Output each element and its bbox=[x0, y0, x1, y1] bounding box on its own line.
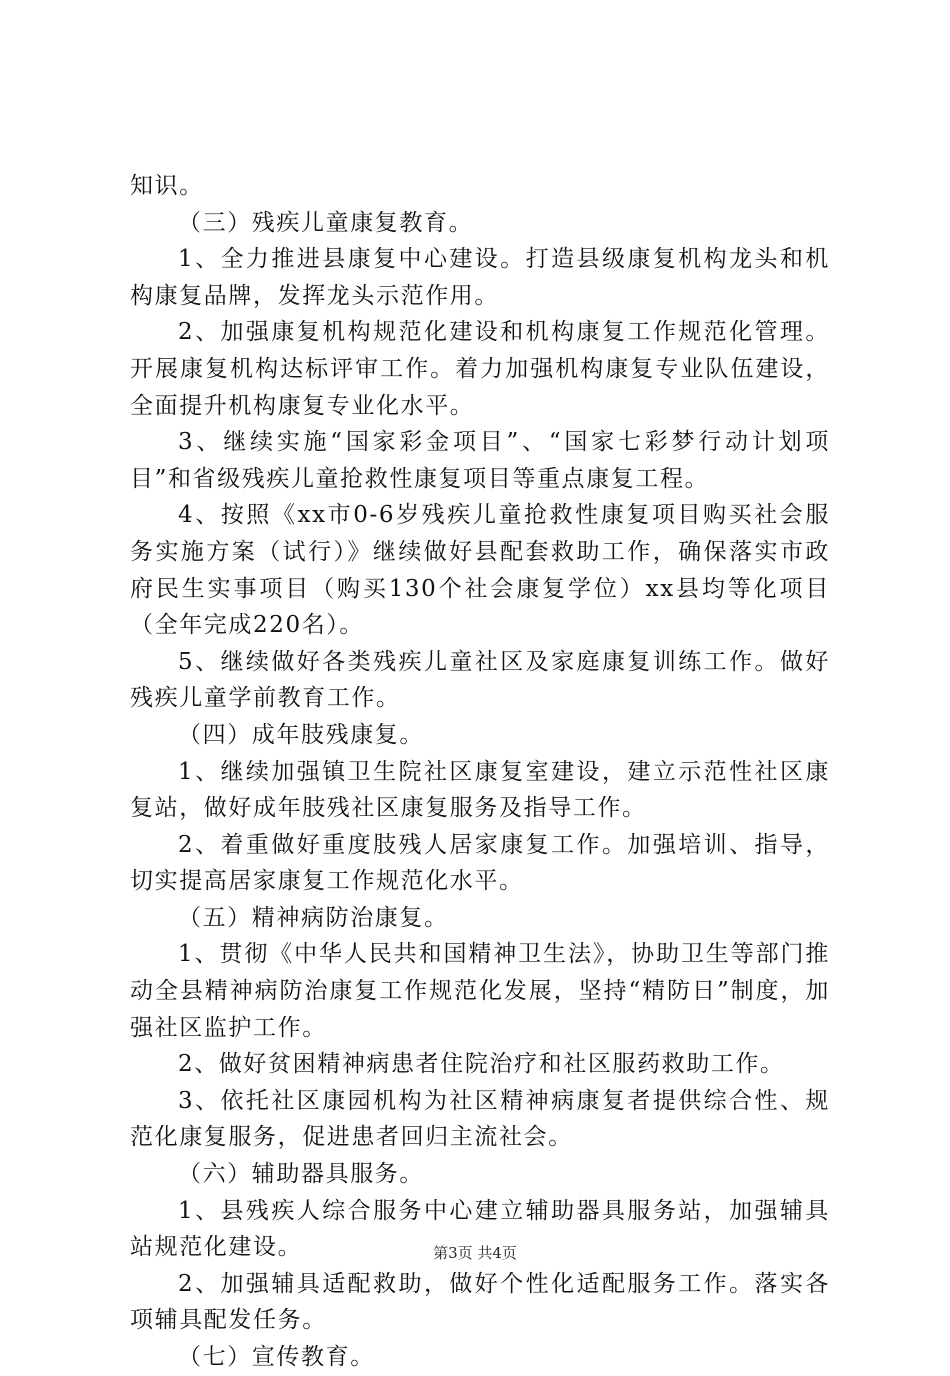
page-number-footer: 第3页 共4页 bbox=[433, 1244, 517, 1262]
paragraph: 1、贯彻《中华人民共和国精神卫生法》，协助卫生等部门推动全县精神病防治康复工作规范化发展，坚持“精防日”制度，加强社区监护工作。 bbox=[130, 941, 830, 1041]
paragraph: 2、着重做好重度肢残人居家康复工作。加强培训、指导，切实提高居家康复工作规范化水平。 bbox=[130, 831, 830, 895]
section-heading: （三）残疾儿童康复教育。 bbox=[178, 209, 474, 236]
paragraph: 1、全力推进县康复中心建设。打造县级康复机构龙头和机构康复品牌，发挥龙头示范作用。 bbox=[130, 246, 830, 309]
document-body bbox=[130, 168, 830, 1376]
section-heading: （六）辅助器具服务。 bbox=[178, 1161, 424, 1188]
section-heading: （七）宣传教育。 bbox=[178, 1344, 375, 1370]
paragraph: 2、加强康复机构规范化建设和机构康复工作规范化管理。开展康复机构达标评审工作。着力加强机构康复专业队伍建设，全面提升机构康复专业化水平。 bbox=[130, 319, 830, 419]
paragraph: 2、加强辅具适配救助，做好个性化适配服务工作。落实各项辅具配发任务。 bbox=[130, 1270, 830, 1334]
paragraph: 4、按照《xx市0-6岁残疾儿童抢救性康复项目购买社会服务实施方案（试行）》继续做好县配套救助工作，确保落实市政府民生实事项目（购买130个社会康复学位）xx县均等化项目（全年完成220名）。 bbox=[130, 502, 830, 639]
section-heading: （五）精神病防治康复。 bbox=[178, 904, 449, 931]
paragraph: 1、继续加强镇卫生院社区康复室建设，建立示范性社区康复站，做好成年肢残社区康复服务及指导工作。 bbox=[130, 758, 830, 822]
paragraph: 1、县残疾人综合服务中心建立辅助器具服务站，加强辅具站规范化建设。 bbox=[130, 1197, 830, 1261]
paragraph: 3、依托社区康园机构为社区精神病康复者提供综合性、规范化康复服务，促进患者回归主流社会。 bbox=[130, 1087, 830, 1151]
paragraph: 2、做好贫困精神病患者住院治疗和社区服药救助工作。 bbox=[178, 1051, 785, 1078]
paragraph: 5、继续做好各类残疾儿童社区及家庭康复训练工作。做好残疾儿童学前教育工作。 bbox=[130, 648, 830, 712]
section-heading: （四）成年肢残康复。 bbox=[178, 721, 424, 748]
paragraph: 3、继续实施“国家彩金项目”、“国家七彩梦行动计划项目”和省级残疾儿童抢救性康复项目等重点康复工程。 bbox=[130, 429, 830, 492]
paragraph: 知识。 bbox=[130, 173, 204, 199]
